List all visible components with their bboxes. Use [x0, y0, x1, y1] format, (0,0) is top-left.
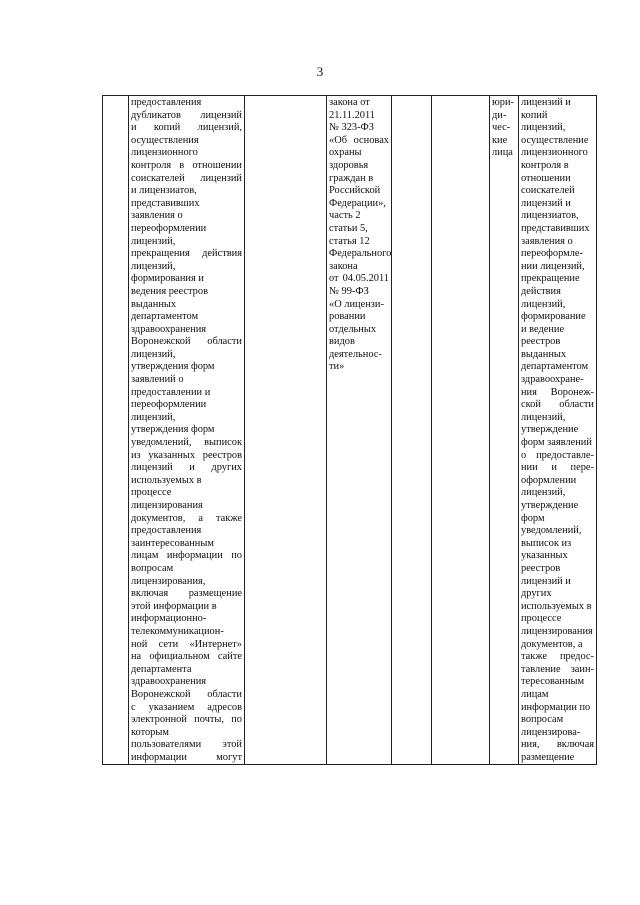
cell-number	[103, 96, 129, 765]
text-line: о предоставле-	[521, 449, 594, 461]
text-line: лицензий,	[521, 122, 566, 134]
text-line: на официальном сайте	[131, 651, 242, 663]
text-line: лицам информации по	[131, 550, 242, 562]
text-line: предоставления	[131, 525, 202, 537]
text-line: лицензий и других	[131, 462, 242, 474]
text-line: ния, включая	[521, 739, 594, 751]
text-line: тересованным	[521, 676, 585, 688]
text-line: видов	[329, 336, 355, 348]
text-line: ния Воронеж-	[521, 386, 594, 398]
text-line: лица	[492, 147, 513, 159]
text-line: копий	[521, 109, 548, 121]
cell-service-result	[519, 96, 597, 765]
text-line: соискателей	[521, 185, 575, 197]
text-line: лицензирования	[521, 625, 593, 637]
page-number: 3	[316, 64, 324, 79]
text-line: и лицензиатов,	[131, 185, 197, 197]
text-line: процессе	[131, 487, 172, 499]
text-line: ведения реестров	[131, 285, 208, 297]
text-line: из указанных реестров	[131, 449, 242, 461]
text-line: документов, а	[521, 638, 583, 650]
text-line: ти»	[329, 361, 345, 373]
text-line: процессе	[521, 613, 562, 625]
text-line: соискателей лицензий	[131, 172, 242, 184]
text-line: лицензирова-	[521, 726, 581, 738]
text-line: уведомлений, выписок	[131, 437, 242, 449]
text-line: № 323-ФЗ	[329, 122, 374, 134]
text-line: здравоохранения	[131, 676, 207, 688]
text-line: осуществления	[131, 134, 199, 146]
text-line: кие	[492, 134, 508, 146]
text-line: заявлений о	[131, 374, 184, 386]
text-line: граждан в	[329, 172, 374, 184]
cell-empty-e	[392, 96, 432, 765]
text-line: закона	[329, 260, 358, 272]
text-line: лицензий,	[131, 260, 176, 272]
text-line: юри-	[492, 97, 514, 108]
text-line: прекращения действия	[131, 248, 242, 260]
text-line: уведомлений,	[521, 525, 582, 537]
text-line: используемых в	[131, 474, 202, 486]
text-line: Федерального	[329, 248, 392, 260]
text-line: Федерации»,	[329, 197, 386, 209]
text-line: прекращение	[521, 273, 580, 285]
text-line: осуществление	[521, 134, 589, 146]
cell-recipients	[490, 96, 519, 765]
text-line: утверждения форм	[131, 424, 215, 436]
text-line: информационно-	[131, 613, 207, 625]
cell-empty-c	[245, 96, 327, 765]
text-line: утверждение	[521, 424, 579, 436]
text-line: форм	[521, 512, 545, 524]
text-line: используемых в	[521, 600, 592, 612]
text-line: формирование	[521, 311, 586, 323]
text-line: нии и пере-	[521, 462, 594, 474]
text-line: лицензий и	[521, 575, 571, 587]
text-line: с указанием адресов	[131, 701, 242, 713]
text-line: лицензий,	[521, 298, 566, 310]
text-line: информации могут	[131, 751, 242, 763]
text-line: лицензирования,	[131, 575, 206, 587]
text-line: реестров	[521, 562, 561, 574]
text-line: деятельнос-	[329, 348, 382, 360]
text-line: 21.11.2011	[329, 109, 375, 121]
text-line: других	[521, 588, 552, 600]
text-line: форм заявлений	[521, 437, 592, 449]
text-line: департаментом	[521, 361, 589, 373]
text-line: оформлении	[521, 474, 577, 486]
text-line: утверждения форм	[131, 361, 215, 373]
text-line: здоровья	[329, 159, 369, 171]
text-line: ной сети «Интернет»	[131, 638, 242, 650]
text-line: электронной почты, по	[131, 714, 242, 726]
text-line: заявления о	[521, 235, 573, 247]
text-line: выписок из	[521, 537, 572, 549]
text-line: вопросам	[521, 714, 564, 726]
cell-legal-basis	[327, 96, 392, 765]
text-line: контроля в отношении	[131, 159, 242, 171]
text-line: лицензий,	[131, 348, 176, 360]
text-line: пользователями этой	[131, 739, 242, 751]
text-line: этой информации в	[131, 600, 217, 612]
text-line: вопросам	[131, 562, 174, 574]
text-line: переоформле-	[521, 248, 583, 260]
text-line: предоставлении и	[131, 386, 211, 398]
text-line: телекоммуникацион-	[131, 625, 224, 637]
text-line: дубликатов лицензий	[131, 109, 242, 121]
text-line: отдельных	[329, 323, 377, 335]
text-line: лицензий,	[521, 411, 566, 423]
text-line: «Об основах	[329, 134, 389, 146]
text-line: лицензионного	[131, 147, 198, 159]
text-line: лицензий и	[521, 97, 571, 108]
text-line: заинтересованным	[131, 537, 214, 549]
text-line: ской области	[521, 399, 594, 411]
text-line: охраны	[329, 147, 362, 159]
text-line: представивших	[521, 222, 590, 234]
text-line: нии лицензий,	[521, 260, 585, 272]
text-line: утверждение	[521, 500, 579, 511]
text-line: включая размещение	[131, 588, 242, 600]
text-line: действия	[521, 285, 561, 297]
text-line: лицензиатов,	[521, 210, 579, 222]
text-line: лицензий,	[131, 411, 176, 423]
text-line: заявления о	[131, 210, 183, 222]
text-line: часть 2	[329, 210, 361, 222]
text-line: департаментом	[131, 311, 199, 323]
text-line: документов, а также	[131, 512, 242, 524]
text-line: отношении	[521, 172, 571, 184]
text-line: выданных	[131, 298, 177, 310]
text-line: лицензирования	[131, 500, 203, 511]
text-line: лицам	[521, 688, 549, 700]
text-line: чес-	[492, 122, 511, 134]
text-line: и копий лицензий,	[131, 122, 242, 134]
text-line: «О лицензи-	[329, 298, 384, 310]
text-line: закона от	[329, 97, 370, 108]
text-line: здравоохранения	[131, 323, 207, 335]
text-line: которым	[131, 726, 169, 738]
text-line: реестров	[521, 336, 561, 348]
text-line: указанных	[521, 550, 568, 562]
license-table	[102, 95, 597, 765]
text-line: лицензий,	[131, 235, 176, 247]
text-line: лицензий,	[521, 487, 566, 499]
text-line: размещение	[521, 751, 575, 763]
text-line: ди-	[492, 109, 507, 121]
text-line: тавление заин-	[521, 663, 594, 675]
text-line: от 04.05.2011	[329, 273, 389, 285]
text-line: статьи 5,	[329, 222, 368, 234]
text-line: представивших	[131, 197, 200, 209]
text-line: статья 12	[329, 235, 370, 247]
text-line: департамента	[131, 663, 192, 675]
cell-empty-f	[432, 96, 490, 765]
text-line: лицензий и	[521, 197, 571, 209]
text-line: здравоохране-	[521, 374, 584, 386]
text-line: лицензионного	[521, 147, 588, 159]
text-line: информации по	[521, 701, 591, 713]
text-line: также предос-	[521, 651, 594, 663]
text-line: переоформлении	[131, 399, 207, 411]
text-line: выданных	[521, 348, 567, 360]
text-line: и ведение	[521, 323, 565, 335]
text-line: формирования и	[131, 273, 204, 285]
text-line: Российской	[329, 185, 381, 197]
text-line: Воронежской области	[131, 688, 242, 700]
text-line: предоставления	[131, 97, 202, 108]
text-line: контроля в	[521, 159, 569, 171]
cell-function-description	[129, 96, 245, 765]
text-line: ровании	[329, 311, 366, 323]
text-line: Воронежской области	[131, 336, 242, 348]
text-line: переоформлении	[131, 222, 207, 234]
text-line: № 99-ФЗ	[329, 285, 369, 297]
table-row	[103, 96, 597, 765]
